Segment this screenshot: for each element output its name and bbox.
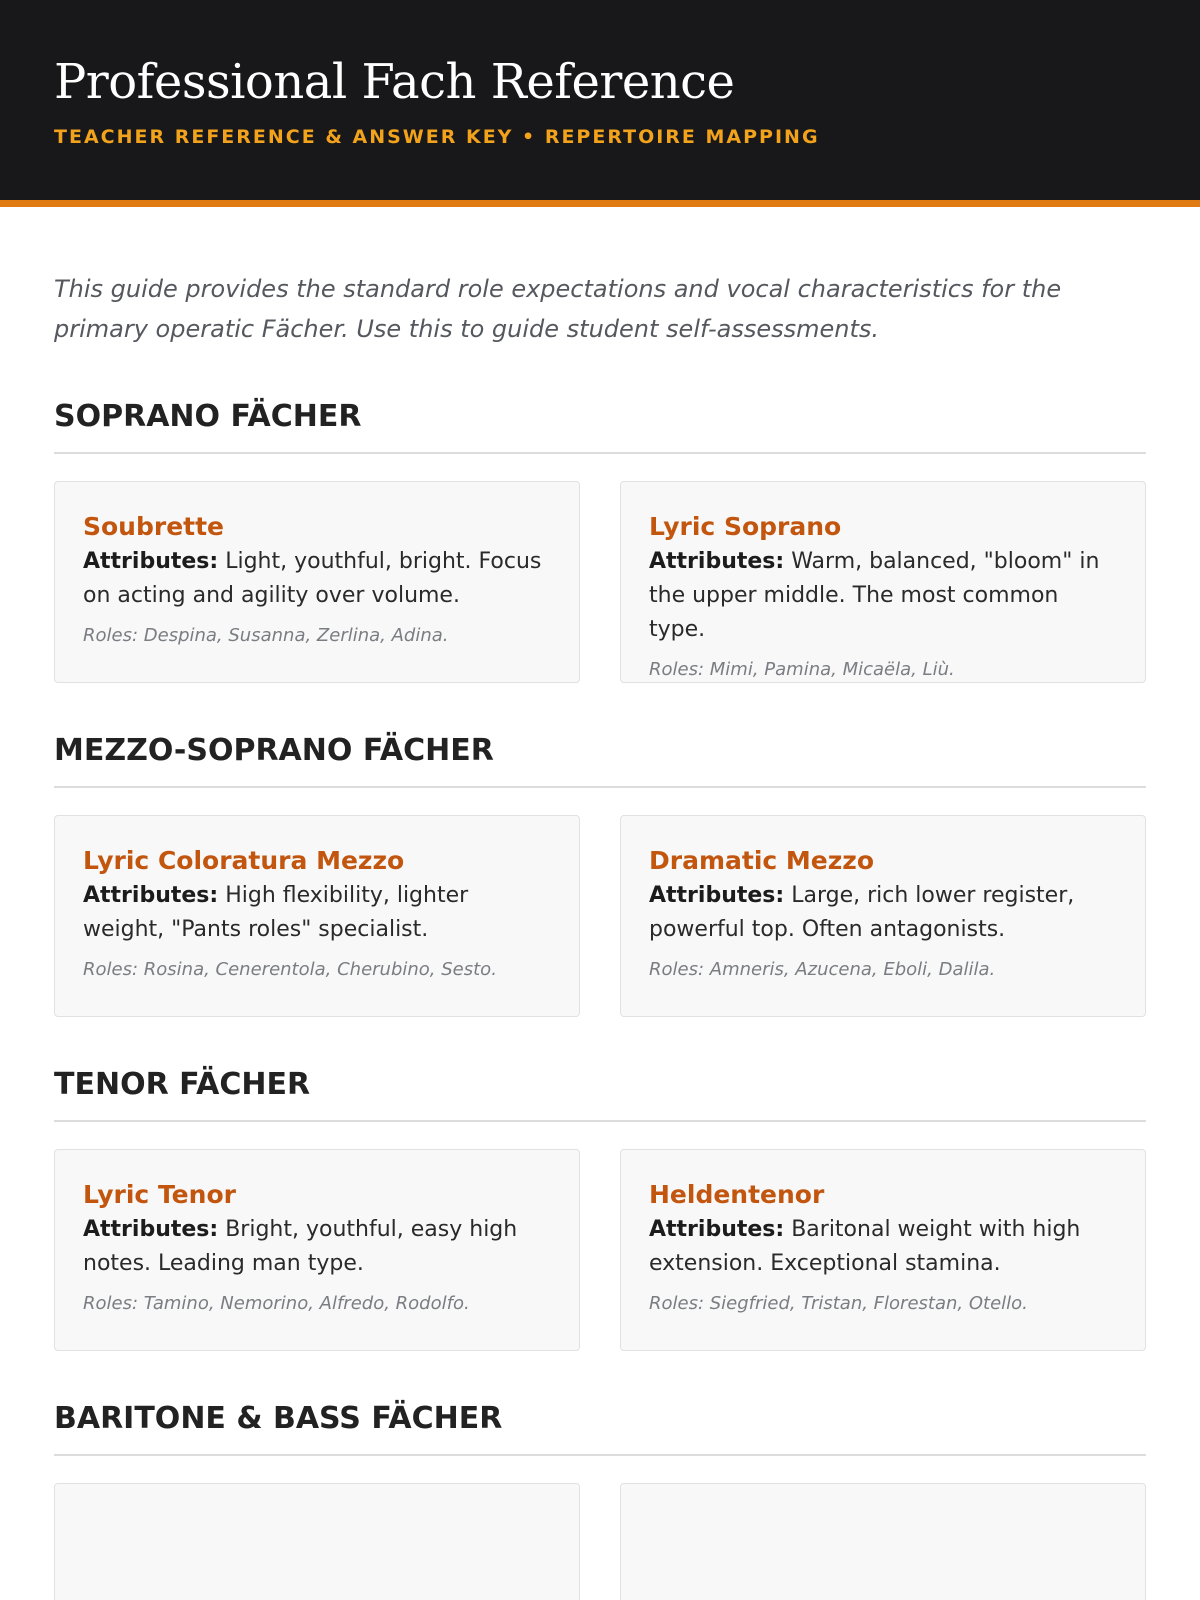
card-grid — [54, 1149, 1146, 1351]
page-subtitle: TEACHER REFERENCE & ANSWER KEY • REPERTOIRE MAPPING — [54, 126, 820, 148]
fach-roles: Roles: Despina, Susanna, Zerlina, Adina. — [83, 625, 449, 646]
fach-attributes — [649, 1213, 1117, 1281]
fach-card-heldentenor — [620, 1149, 1146, 1351]
fach-name: Lyric Soprano — [649, 512, 842, 541]
section-title: SOPRANO FÄCHER — [54, 399, 1146, 454]
attributes-text: Bright, youthful, easy high notes. Leading man type. — [83, 1217, 518, 1276]
fach-name: Dramatic Mezzo — [649, 846, 875, 875]
fach-roles: Roles: Mimi, Pamina, Micaëla, Liù. — [649, 659, 955, 680]
card-grid — [54, 1483, 1146, 1600]
section-mezzo-soprano — [54, 733, 1146, 1017]
fach-card-lyric-coloratura-mezzo — [54, 815, 580, 1017]
main-content — [0, 207, 1200, 1600]
attributes-label: Attributes: — [83, 1217, 219, 1242]
fach-name: Lyric Coloratura Mezzo — [83, 846, 405, 875]
attributes-text: Baritonal weight with high extension. Exceptional stamina. — [649, 1217, 1081, 1276]
intro-text: This guide provides the standard role expectations and vocal characteristics for the primary operatic Fächer. Use this to guide student self-assessments. — [54, 275, 1062, 343]
page-header — [0, 0, 1200, 207]
section-baritone-bass — [54, 1401, 1146, 1600]
fach-attributes — [83, 1213, 551, 1281]
fach-attributes — [649, 545, 1117, 647]
fach-name: Heldentenor — [649, 1180, 825, 1209]
attributes-label: Attributes: — [83, 883, 219, 908]
attributes-label: Attributes: — [649, 1217, 785, 1242]
fach-card-lyric-tenor — [54, 1149, 580, 1351]
attributes-text: Warm, balanced, "bloom" in the upper middle. The most common type. — [649, 549, 1100, 642]
fach-card-soubrette — [54, 481, 580, 683]
fach-attributes — [83, 879, 551, 947]
section-title: BARITONE & BASS FÄCHER — [54, 1401, 1146, 1456]
section-soprano — [54, 399, 1146, 683]
section-tenor — [54, 1067, 1146, 1351]
section-title: TENOR FÄCHER — [54, 1067, 1146, 1122]
card-grid — [54, 815, 1146, 1017]
fach-attributes — [83, 545, 551, 613]
fach-attributes — [649, 879, 1117, 947]
fach-roles: Roles: Siegfried, Tristan, Florestan, Otello. — [649, 1293, 1028, 1314]
section-title: MEZZO-SOPRANO FÄCHER — [54, 733, 1146, 788]
attributes-label: Attributes: — [649, 883, 785, 908]
fach-roles: Roles: Tamino, Nemorino, Alfredo, Rodolfo. — [83, 1293, 470, 1314]
fach-name: Soubrette — [83, 512, 225, 541]
fach-roles: Roles: Rosina, Cenerentola, Cherubino, Sesto. — [83, 959, 497, 980]
fach-name: Lyric Tenor — [83, 1180, 236, 1209]
attributes-label: Attributes: — [83, 549, 219, 574]
fach-card-lyric-soprano — [620, 481, 1146, 683]
attributes-text: Large, rich lower register, powerful top. Often antagonists. — [649, 883, 1075, 942]
attributes-text: High flexibility, lighter weight, "Pants roles" specialist. — [83, 883, 469, 942]
attributes-label: Attributes: — [649, 549, 785, 574]
fach-card-dramatic-mezzo — [620, 815, 1146, 1017]
card-grid — [54, 481, 1146, 683]
page-title: Professional Fach Reference — [54, 54, 735, 110]
fach-card — [54, 1483, 580, 1600]
attributes-text: Light, youthful, bright. Focus on acting and agility over volume. — [83, 549, 542, 608]
fach-roles: Roles: Amneris, Azucena, Eboli, Dalila. — [649, 959, 996, 980]
fach-card — [620, 1483, 1146, 1600]
